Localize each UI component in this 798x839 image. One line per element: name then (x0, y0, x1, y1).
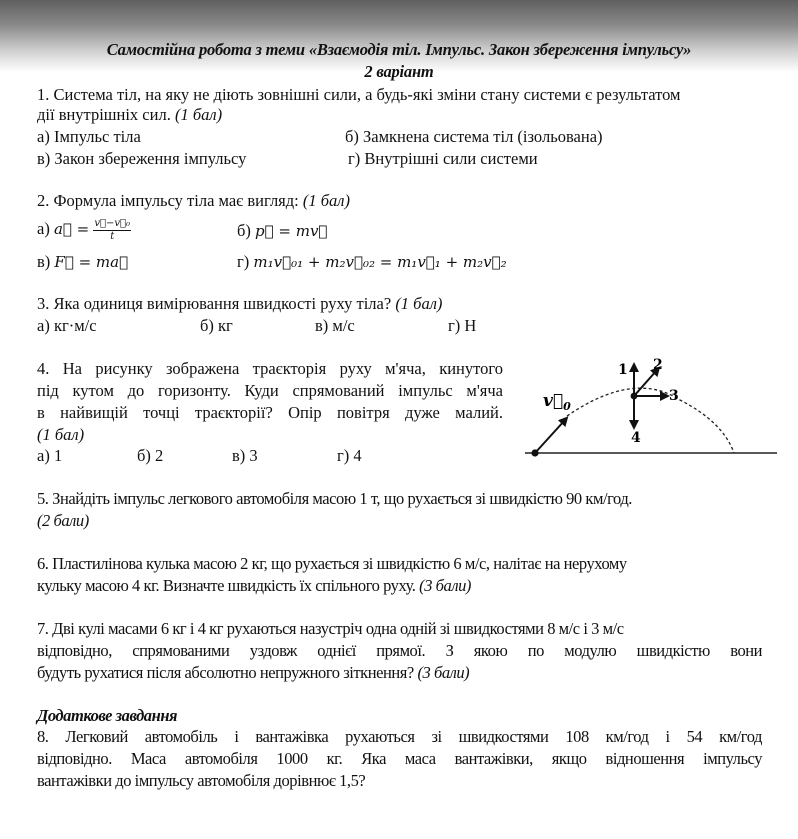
question-text: 5. Знайдіть імпульс легкового автомобіля масою 1 т, що рухається зі швидкістю 90 км/год. (37, 489, 632, 508)
question-text: вантажівки до імпульсу автомобіля дорівнює 1,5? (37, 771, 366, 790)
points-label: (1 бал) (174, 105, 223, 124)
velocity-label: $v⃗_0$ (543, 391, 571, 413)
option-c: в) м/с (315, 316, 355, 335)
arrow-2-label: 2 (653, 357, 663, 373)
points-label: (1 бал) (37, 425, 85, 444)
question-text: 7. Дві кулі масами 6 кг і 4 кг рухаються назустріч одна одній зі швидкостями 8 м/с і 3 м/с (37, 619, 624, 638)
option-c: в) F⃗ = ma⃗ (37, 252, 129, 271)
extra-heading: Додаткове завдання (37, 706, 178, 725)
question-text: 2. Формула імпульсу тіла має вигляд: (1 бал) (37, 191, 350, 210)
arrow-2 (634, 370, 657, 396)
question-text: відповідно, спрямованими уздовж однієї прямої. З якою по модулю швидкістю вони (37, 641, 762, 660)
question-text: відповідно. Маса автомобіля 1000 кг. Яка маса вантажівки, якщо відношення імпульсу (37, 749, 762, 768)
option-d: г) Внутрішні сили системи (348, 149, 538, 168)
option-a: а) кг·м/с (37, 316, 97, 335)
initial-velocity-arrow (535, 420, 565, 453)
option-a: а) 1 (37, 446, 63, 465)
fraction: $\frac{\text{v⃗−v⃗₀}}{t}$ (94, 218, 131, 242)
worksheet-title: Самостійна робота з теми «Взаємодія тіл. Імпульс. Закон збереження імпульсу» (106, 40, 692, 59)
points-label: (1 бал) (395, 294, 443, 313)
option-b: б) кг (200, 316, 233, 335)
option-a: а) Імпульс тіла (37, 127, 141, 146)
option-a: а) a⃗ = $\frac{\text{v⃗−v⃗₀}}{t}$ (37, 218, 131, 242)
question-text: будуть рухатися після абсолютно непружного зіткнення? (3 бали) (37, 663, 470, 682)
question-text: під кутом до горизонту. Куди спрямований імпульс м'яча (37, 381, 503, 400)
option-c: в) Закон збереження імпульсу (37, 149, 247, 168)
points-label: (3 бали) (419, 576, 471, 595)
question-text: 4. На рисунку зображена траєкторія руху м'яча, кинутого (37, 359, 503, 378)
trajectory-arc (567, 388, 734, 453)
option-d: г) 4 (337, 446, 362, 465)
variant-label: 2 варіант (364, 62, 434, 81)
arrow-1-label: 1 (618, 362, 628, 378)
option-d: г) m₁v⃗₀₁ + m₂v⃗₀₂ = m₁v⃗₁ + m₂v⃗₂ (237, 252, 507, 271)
option-c: в) 3 (232, 446, 258, 465)
option-b: б) p⃗ = mv⃗ (237, 221, 328, 240)
points-label: (3 бали) (417, 663, 470, 682)
question-text: 8. Легковий автомобіль і вантажівка рухаються зі швидкостями 108 км/год і 54 км/год (37, 727, 762, 746)
question-text: дії внутрішніх сил. (1 бал) (37, 105, 223, 124)
arrow-3-label: 3 (669, 388, 679, 404)
option-d: г) Н (448, 316, 477, 335)
question-text: 1. Система тіл, на яку не діють зовнішні сили, а будь-які зміни стану системи є результатом (37, 85, 681, 104)
question-text: 6. Пластилінова кулька масою 2 кг, що рухається зі швидкістю 6 м/с, налітає на нерухому (37, 554, 627, 573)
arrow-4-label: 4 (631, 430, 641, 446)
question-text: 3. Яка одиниця вимірювання швидкості руху тіла? (1 бал) (37, 294, 443, 313)
option-b: б) 2 (137, 446, 164, 465)
question-text: кульку масою 4 кг. Визначте швидкість їх спільного руху. (3 бали) (37, 576, 471, 595)
points-label: (2 бали) (37, 511, 89, 530)
trajectory-figure (515, 350, 780, 465)
points-label: (1 бал) (302, 191, 350, 210)
question-text: в найвищій точці траєкторії? Опір повітря дуже малий. (37, 403, 503, 422)
option-b: б) Замкнена система тіл (ізольована) (345, 127, 603, 146)
